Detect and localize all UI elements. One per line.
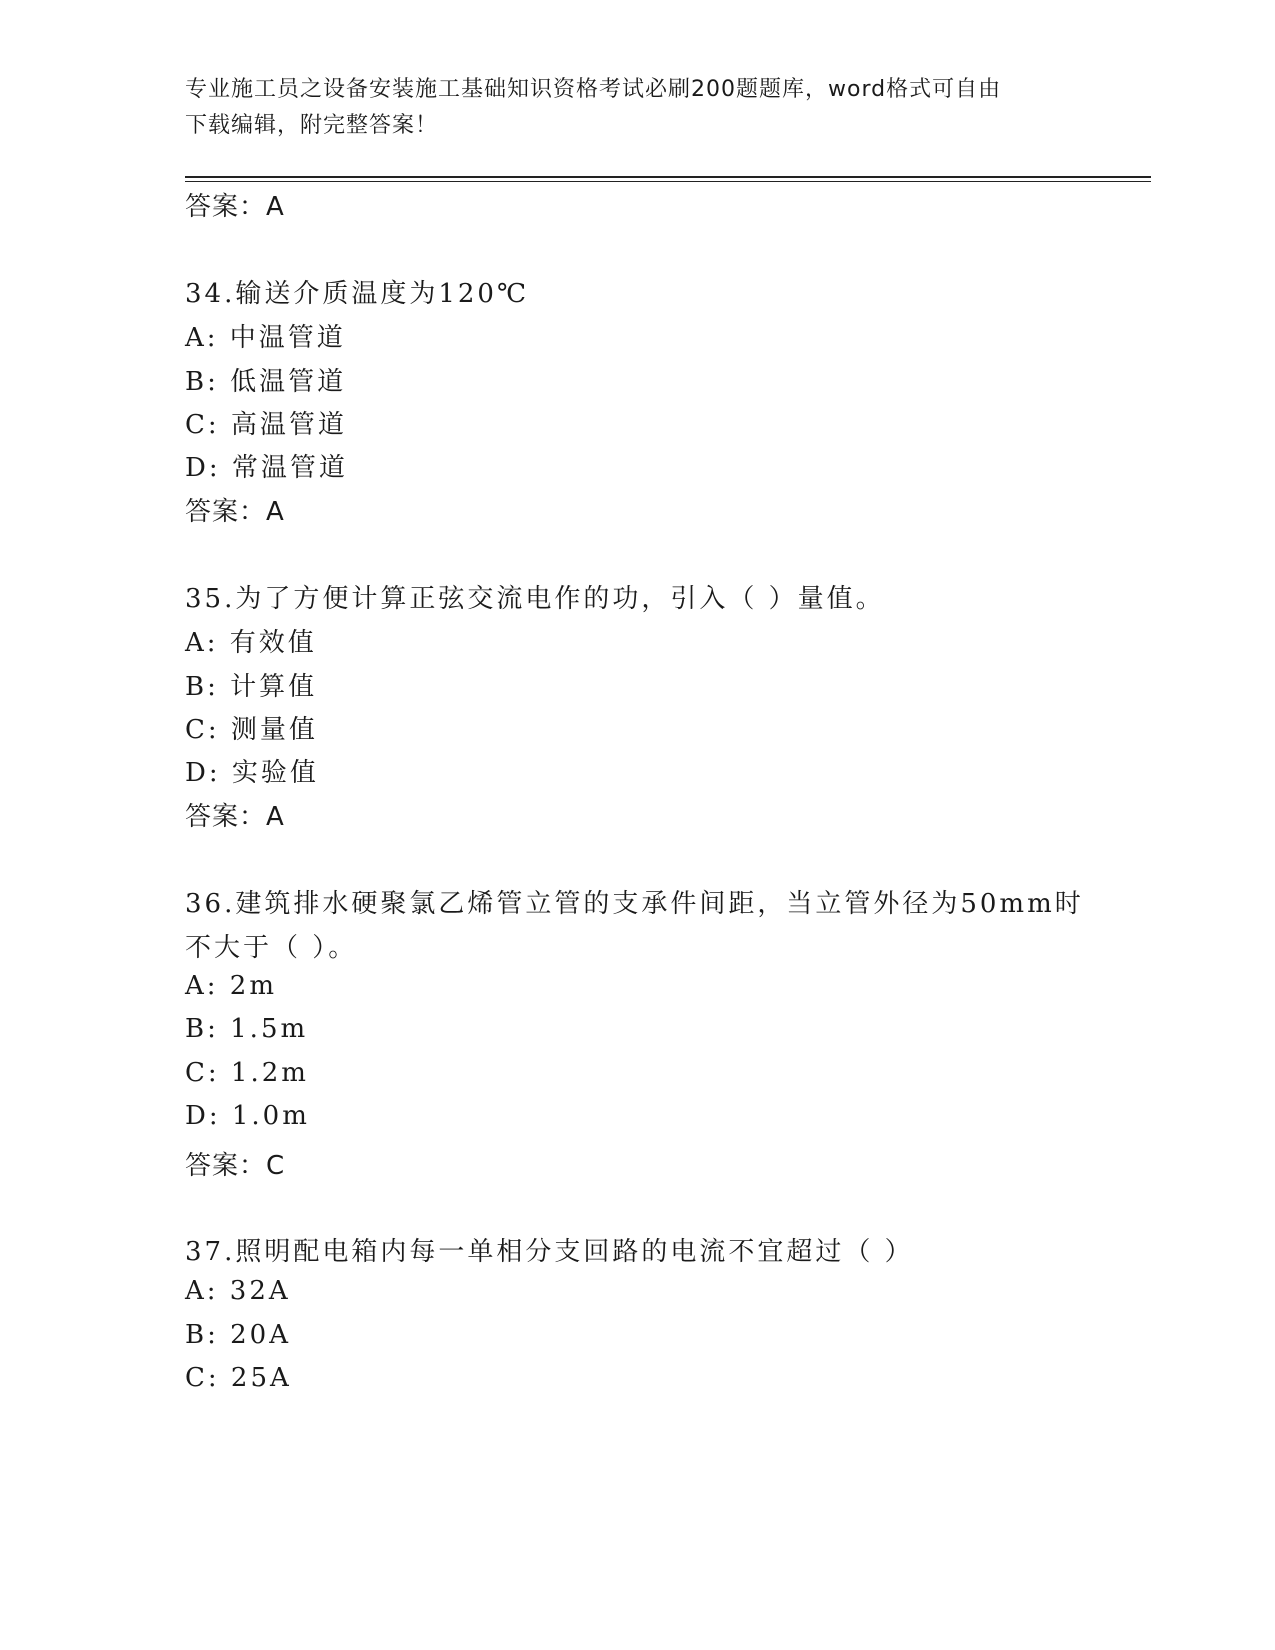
question-35-answer: 答案：A <box>185 802 285 832</box>
header-line-1: 专业施工员之设备安装施工基础知识资格考试必刷200题题库，word格式可自由 <box>185 77 1002 102</box>
question-34-stem: 34.输送介质温度为120℃ <box>185 279 530 309</box>
question-35-option-a: A: 有效值 <box>185 628 317 658</box>
question-36-answer: 答案：C <box>185 1151 286 1181</box>
answer-previous: 答案：A <box>185 192 285 222</box>
header-divider-thick <box>185 176 1151 178</box>
question-35-option-c: C: 测量值 <box>185 715 318 745</box>
question-37-stem: 37.照明配电箱内每一单相分支回路的电流不宜超过（ ） <box>185 1237 914 1267</box>
question-36-option-a: A: 2m <box>185 971 277 1001</box>
header-divider-thin <box>185 181 1151 182</box>
question-34-option-d: D: 常温管道 <box>185 453 348 483</box>
question-34-option-b: B: 低温管道 <box>185 367 347 397</box>
question-37-option-c: C: 25A <box>185 1363 292 1393</box>
question-35-stem: 35.为了方便计算正弦交流电作的功，引入（ ）量值。 <box>185 584 885 614</box>
question-34-option-c: C: 高温管道 <box>185 410 347 440</box>
question-36-option-c: C: 1.2m <box>185 1058 309 1088</box>
question-36-option-b: B: 1.5m <box>185 1014 309 1044</box>
question-34-answer: 答案：A <box>185 497 285 527</box>
question-36-stem-line-2: 不大于（ ）。 <box>185 933 358 963</box>
question-37-option-b: B: 20A <box>185 1320 291 1350</box>
document-header <box>185 72 1085 144</box>
question-35-option-b: B: 计算值 <box>185 672 318 702</box>
question-37-option-a: A: 32A <box>185 1276 291 1306</box>
header-line-2: 下载编辑，附完整答案！ <box>185 113 439 138</box>
question-36-option-d: D: 1.0m <box>185 1101 310 1131</box>
question-34-option-a: A: 中温管道 <box>185 323 346 353</box>
question-36-stem-line-1: 36.建筑排水硬聚氯乙烯管立管的支承件间距，当立管外径为50mm时 <box>185 889 1084 919</box>
question-35-option-d: D: 实验值 <box>185 758 319 788</box>
